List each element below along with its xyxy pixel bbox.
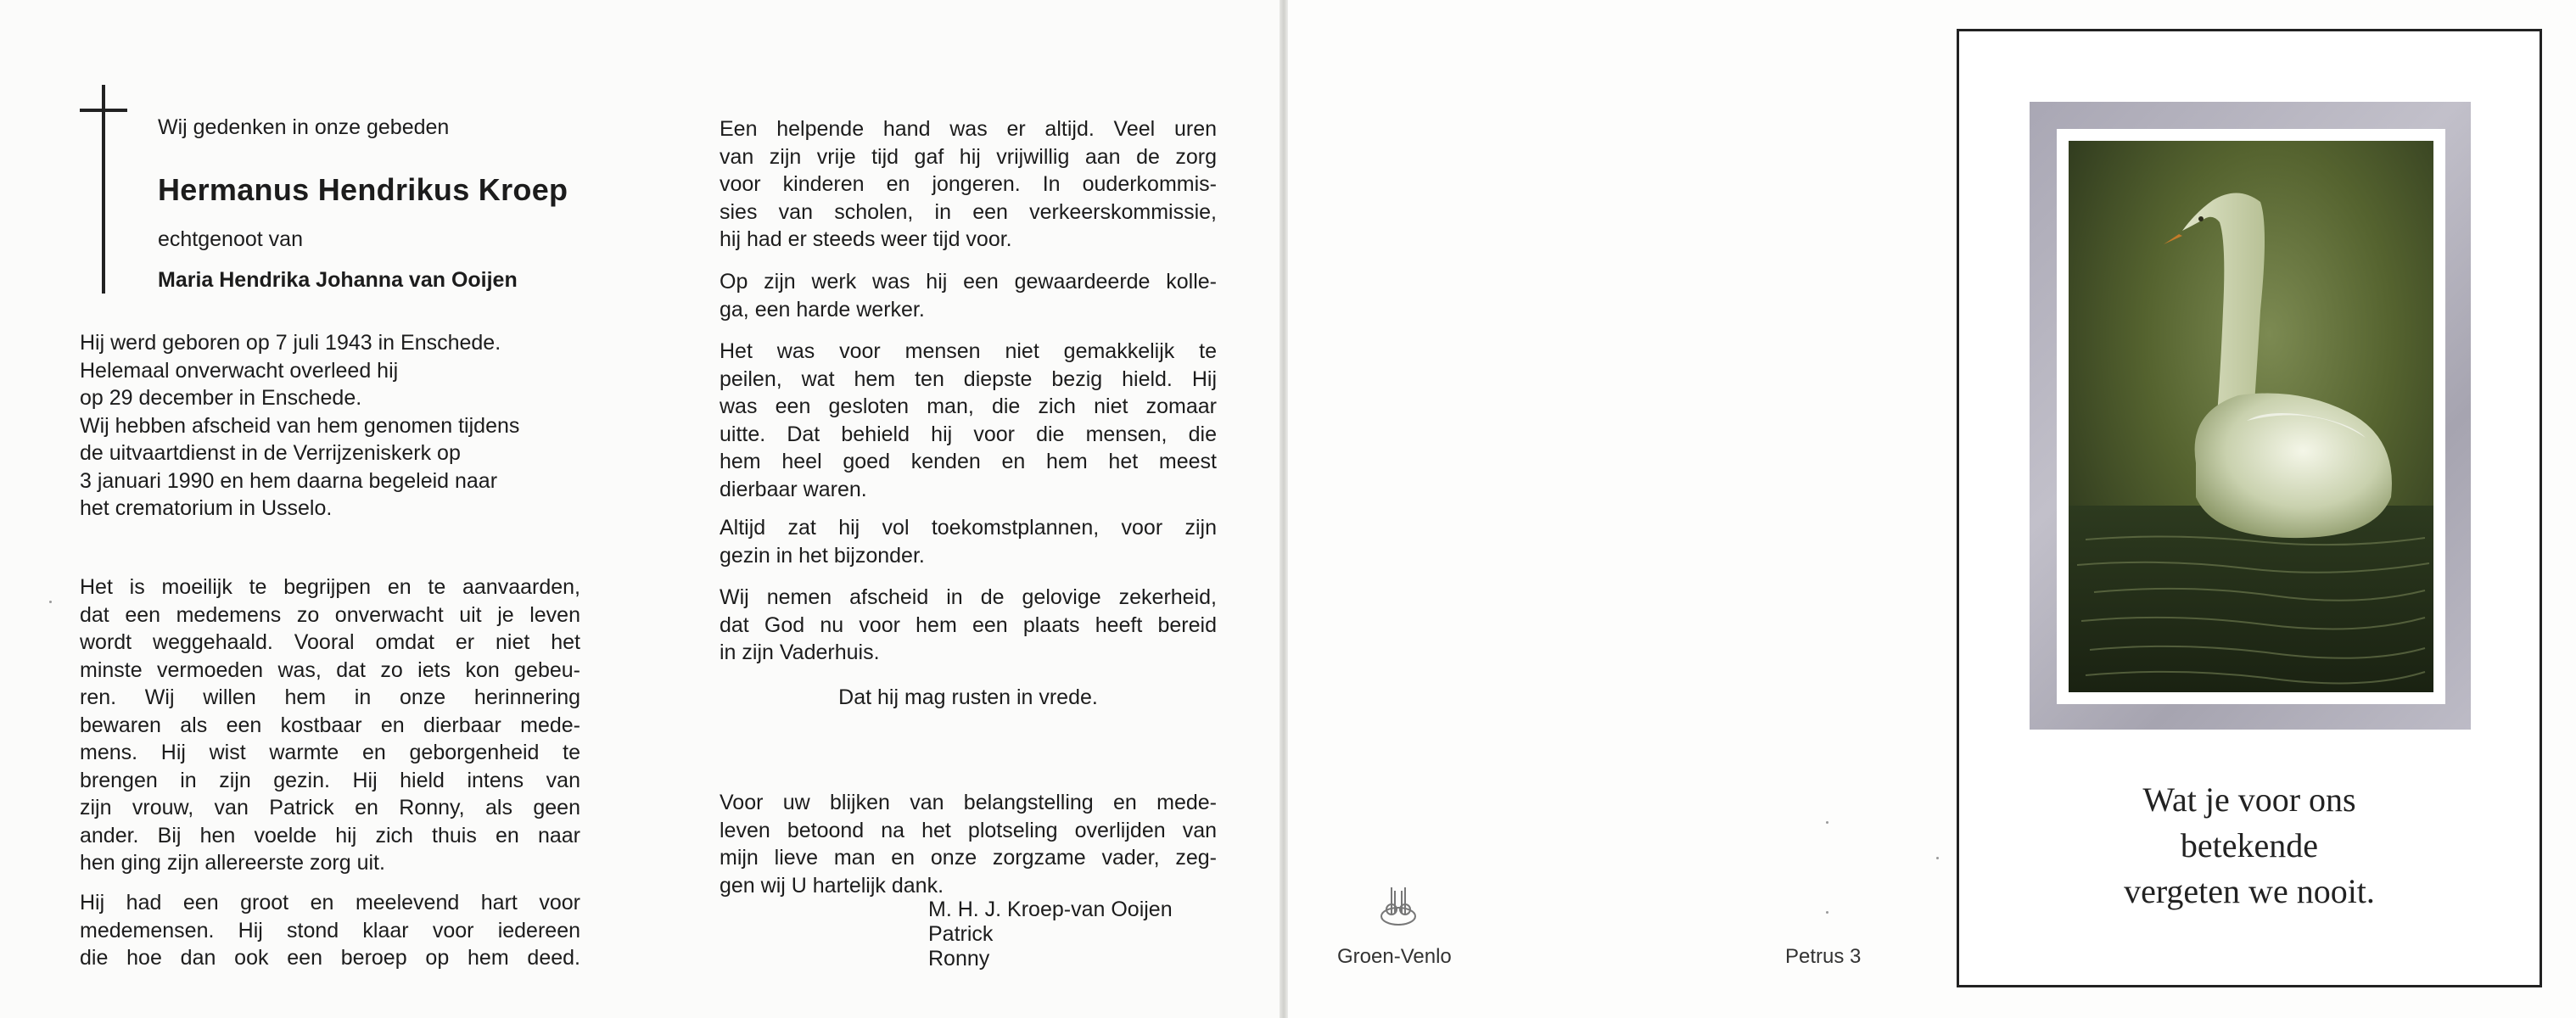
text-line: in zijn Vaderhuis. — [720, 640, 880, 664]
biography-block — [80, 329, 589, 523]
text-line: dat een medemens zo onverwacht uit je leven — [80, 602, 580, 627]
bio-line: het crematorium in Usselo. — [80, 496, 333, 520]
quote-line: Wat je voor ons — [2142, 780, 2356, 819]
text-line: Een helpende hand was er altijd. Veel uren — [720, 117, 1217, 141]
text-line: hen ging zijn allereerste zorg uit. — [80, 851, 385, 875]
text-line: voor kinderen en jongeren. In ouderkommis- — [720, 172, 1217, 196]
text-line: ren. Wij willen hem in onze herinnering — [80, 685, 580, 709]
text-line: gen wij U hartelijk dank. — [720, 873, 944, 898]
text-line: Altijd zat hij vol toekomstplannen, voor zijn — [720, 516, 1217, 540]
paper-speck — [1936, 857, 1939, 859]
text-line: minste vermoeden was, dat zo iets kon gebeu- — [80, 657, 580, 682]
text-line: Het is moeilijk te begrijpen en te aanvaarden, — [80, 575, 580, 599]
bio-line: Wij hebben afscheid van hem genomen tijdens — [80, 413, 520, 438]
tribute-paragraph-5 — [720, 338, 1217, 503]
cross-icon-bar — [80, 109, 127, 112]
text-line: Hij had een groot en meelevend hart voor — [80, 891, 580, 915]
text-line: medemensen. Hij stond klaar voor iedereen — [80, 918, 580, 942]
text-line: was een gesloten man, die zich niet zomaar — [720, 394, 1217, 418]
quote-line: betekende — [2180, 826, 2319, 864]
text-line: van zijn vrije tijd gaf hij vrijwillig aan de zorg — [720, 144, 1217, 169]
text-line: mijn lieve man en onze zorgzame vader, zeg- — [720, 846, 1217, 870]
tribute-paragraph-2 — [80, 889, 580, 972]
card-fold — [1280, 0, 1288, 1018]
spouse-name: Maria Hendrika Johanna van Ooijen — [158, 268, 518, 292]
quote-line: vergeten we nooit. — [2124, 872, 2375, 910]
text-line: ga, een harde werker. — [720, 297, 925, 322]
tribute-paragraph-7 — [720, 584, 1217, 667]
bio-line: de uitvaartdienst in de Verrijzeniskerk op — [80, 441, 461, 465]
text-line: mens. Hij wist warmte en geborgenheid te — [80, 741, 580, 764]
card-model: Petrus 3 — [1785, 945, 1862, 968]
paper-speck — [49, 601, 52, 603]
text-line: Op zijn werk was hij een gewaardeerde kolle- — [720, 270, 1217, 294]
text-line: brengen in zijn gezin. Hij hield intens van — [80, 768, 580, 792]
text-line: hij had er steeds weer tijd voor. — [720, 227, 1012, 251]
memorial-quote — [1957, 777, 2542, 915]
cross-icon — [102, 85, 105, 294]
tribute-paragraph-3 — [720, 115, 1217, 254]
paper-speck — [1826, 911, 1828, 914]
signer-name: M. H. J. Kroep-van Ooijen — [928, 898, 1173, 921]
text-line: Het was voor mensen niet gemakkelijk te — [720, 339, 1217, 363]
swan-image — [2069, 141, 2433, 692]
text-line: leven betoond na het plotseling overlijden van — [720, 818, 1217, 842]
thanks-paragraph — [720, 789, 1217, 899]
swan-photo — [2069, 141, 2433, 692]
bio-line: 3 januari 1990 en hem daarna begeleid naar — [80, 468, 498, 493]
text-line: uitte. Dat behield hij voor die mensen, die — [720, 422, 1217, 446]
bio-line: op 29 december in Enschede. — [80, 386, 362, 410]
text-line: Wij nemen afscheid in de gelovige zekerheid, — [720, 585, 1217, 609]
text-line: Voor uw blijken van belangstelling en mede- — [720, 791, 1217, 814]
paper-speck — [1826, 821, 1828, 824]
text-line: hem heel goed kenden en hem het meest — [720, 450, 1217, 473]
text-line: dierbaar waren. — [720, 477, 867, 501]
intro-text: Wij gedenken in onze gebeden — [158, 115, 450, 139]
spouse-label: echtgenoot van — [158, 227, 303, 251]
publisher-name: Groen-Venlo — [1337, 945, 1452, 968]
bio-line: Hij werd geboren op 7 juli 1943 in Enschede. — [80, 331, 501, 355]
tribute-paragraph-6 — [720, 514, 1217, 569]
gb-monogram-icon — [1373, 882, 1424, 930]
deceased-name: Hermanus Hendrikus Kroep — [158, 172, 568, 207]
bio-line: Helemaal onverwacht overleed hij — [80, 358, 399, 383]
closing-line: Dat hij mag rusten in vrede. — [838, 685, 1098, 709]
text-line: die hoe dan ook een beroep op hem deed. — [80, 946, 580, 970]
tribute-paragraph-4 — [720, 268, 1217, 323]
signatories — [928, 898, 1217, 971]
text-line: bewaren als een kostbaar en dierbaar mede- — [80, 713, 580, 737]
text-line: dat God nu voor hem een plaats heeft bereid — [720, 612, 1217, 637]
signer-name: Patrick — [928, 922, 994, 946]
text-line: sies van scholen, in een verkeerskommissie, — [720, 199, 1217, 224]
text-line: peilen, wat hem ten diepste bezig hield. Hij — [720, 366, 1217, 391]
tribute-paragraph-1 — [80, 573, 580, 877]
signer-name: Ronny — [928, 947, 990, 970]
text-line: gezin in het bijzonder. — [720, 543, 925, 568]
text-line: zijn vrouw, van Patrick en Ronny, als geen — [80, 796, 580, 819]
text-line: ander. Bij hen voelde hij zich thuis en naar — [80, 823, 580, 847]
text-line: wordt weggehaald. Vooral omdat er niet het — [80, 630, 580, 654]
